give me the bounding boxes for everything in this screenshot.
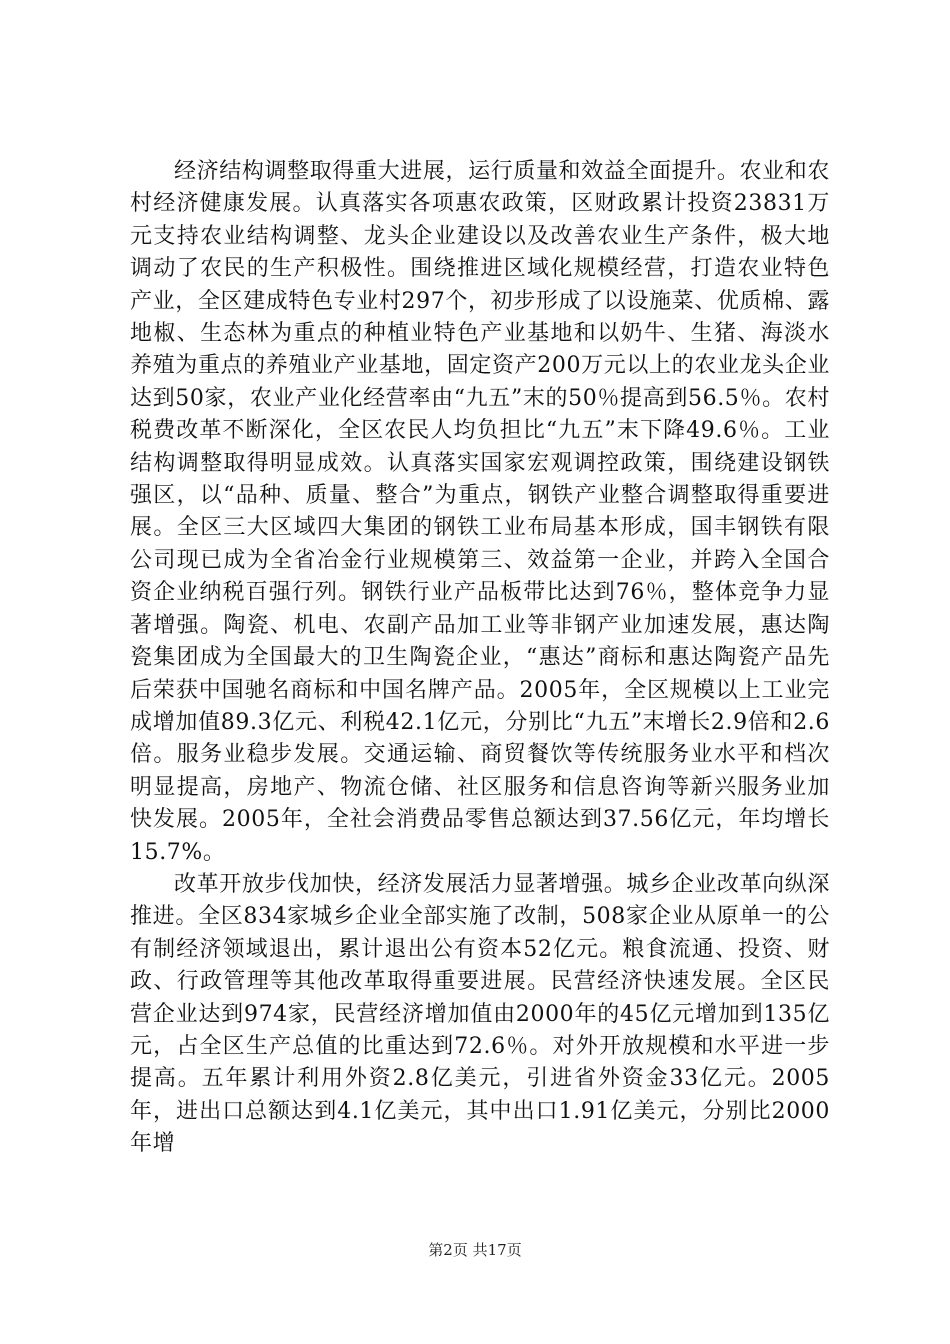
page-number-footer: 第2页 共17页 xyxy=(428,1241,522,1259)
paragraph-economic-structure: 经济结构调整取得重大进展，运行质量和效益全面提升。农业和农村经济健康发展。认真落实各项惠农政策，区财政累计投资23831万元支持农业结构调整、龙头企业建设以及改善农业生产条件，极大地调动了农民的生产积极性。围绕推进区域化规模经营，打造农业特色产业，全区建成特色专业村297个，初步形成了以设施菜、优质棉、露地椒、生态林为重点的种植业特色产业基地和以奶牛、生猪、海淡水养殖为重点的养殖业产业基地，固定资产200万元以上的农业龙头企业达到50家，农业产业化经营率由“九五”末的50％提高到56.5％。农村税费改革不断深化，全区农民人均负担比“九五”末下降49.6％。工业结构调整取得明显成效。认真落实国家宏观调控政策，围绕建设钢铁强区，以“品种、质量、整合”为重点，钢铁产业整合调整取得重要进展。全区三大区域四大集团的钢铁工业布局基本形成，国丰钢铁有限公司现已成为全省冶金行业规模第三、效益第一企业，并跨入全国合资企业纳税百强行列。钢铁行业产品板带比达到76％，整体竞争力显著增强。陶瓷、机电、农副产品加工业等非钢产业加速发展，惠达陶瓷集团成为全国最大的卫生陶瓷企业，“惠达”商标和惠达陶瓷产品先后荣获中国驰名商标和中国名牌产品。2005年，全区规模以上工业完成增加值89.3亿元、利税42.1亿元，分别比“九五”末增长2.9倍和2.6倍。服务业稳步发展。交通运输、商贸餐饮等传统服务业水平和档次明显提高，房地产、物流仓储、社区服务和信息咨询等新兴服务业加快发展。2005年，全社会消费品零售总额达到37.56亿元，年均增长15.7%。 xyxy=(130,159,830,865)
paragraph-reform-opening: 改革开放步伐加快，经济发展活力显著增强。城乡企业改革向纵深推进。全区834家城乡企业全部实施了改制，508家企业从原单一的公有制经济领域退出，累计退出公有资本52亿元。粮食流通、投资、财政、行政管理等其他改革取得重要进展。民营经济快速发展。全区民营企业达到974家，民营经济增加值由2000年的45亿元增加到135亿元，占全区生产总值的比重达到72.6％。对外开放规模和水平进一步提高。五年累计利用外资2.8亿美元，引进省外资金33亿元。2005年，进出口总额达到4.1亿美元，其中出口1.91亿美元，分别比2000年增 xyxy=(130,871,830,1157)
document-body xyxy=(130,156,830,1161)
